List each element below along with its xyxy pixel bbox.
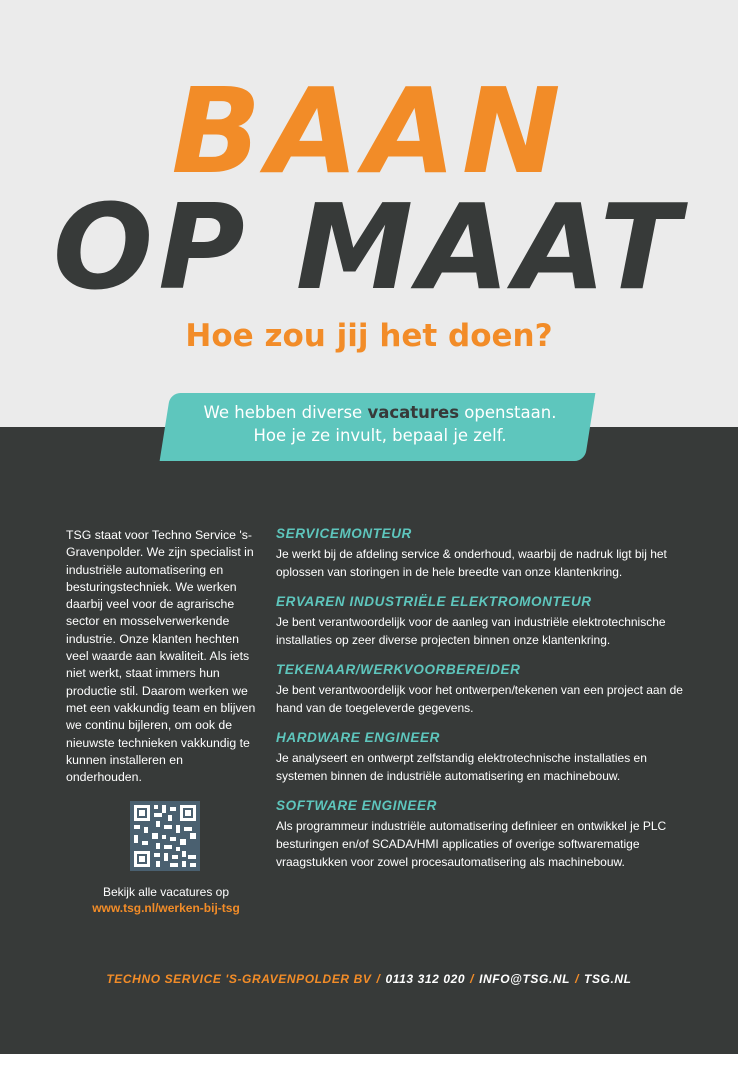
job-description: Je bent verantwoordelijk voor de aanleg van industriële elektrotechnische installaties op zeer diverse projecten binnen onze klantenkring. — [276, 615, 666, 647]
qr-code-icon — [130, 801, 200, 871]
bottom-margin — [0, 1054, 738, 1068]
tagline: Hoe zou jij het doen? — [185, 318, 553, 354]
footer-company: TECHNO SERVICE 'S-GRAVENPOLDER BV — [106, 972, 372, 986]
job-item — [276, 594, 696, 649]
banner-text-line-2: Hoe je ze invult, bepaal je zelf. — [253, 426, 507, 445]
job-item — [276, 662, 696, 717]
job-title: TEKENAAR/WERKVOORBEREIDER — [276, 662, 521, 677]
footer-contact — [0, 972, 738, 986]
headline-line-1: BAAN — [171, 62, 567, 200]
footer-website[interactable]: TSG.NL — [584, 972, 632, 986]
footer-phone[interactable]: 0113 312 020 — [385, 972, 466, 986]
job-title: HARDWARE ENGINEER — [276, 730, 440, 745]
job-title: SERVICEMONTEUR — [276, 526, 412, 541]
footer-separator: / — [376, 972, 381, 986]
job-item — [276, 798, 696, 871]
banner-text-bold: vacatures — [367, 403, 460, 422]
job-title: ERVAREN INDUSTRIËLE ELEKTROMONTEUR — [276, 594, 592, 609]
job-title: SOFTWARE ENGINEER — [276, 798, 437, 813]
job-list — [276, 526, 696, 884]
footer-separator: / — [470, 972, 475, 986]
job-item — [276, 730, 696, 785]
job-description: Je werkt bij de afdeling service & onderhoud, waarbij de nadruk ligt bij het oplossen van storingen in de hele breedte van onze klantenkring. — [276, 547, 667, 579]
qr-code[interactable] — [130, 801, 200, 871]
qr-caption: Bekijk alle vacatures op — [102, 885, 230, 899]
job-description: Als programmeur industriële automatisering definieer en ontwikkel je PLC besturingen en/of SCADA/HMI applicaties of overige softwarematige vraagstukken voor zowel procesautomatisering als machinebouw. — [276, 819, 667, 869]
banner-text-after: openstaan. — [459, 403, 557, 422]
banner-text-before: We hebben diverse — [203, 403, 368, 422]
footer-separator: / — [575, 972, 580, 986]
headline-line-2: OP MAAT — [52, 178, 686, 316]
banner-text — [160, 401, 600, 447]
job-description: Je bent verantwoordelijk voor het ontwerpen/tekenen van een project aan de hand van de toegeleverde gegevens. — [276, 683, 683, 715]
footer-email[interactable]: INFO@TSG.NL — [479, 972, 571, 986]
job-description: Je analyseert en ontwerpt zelfstandig elektrotechnische installaties en systemen binnen de industriële automatisering en machinebouw. — [276, 751, 647, 783]
vacancies-link[interactable]: www.tsg.nl/werken-bij-tsg — [92, 901, 240, 915]
intro-text: TSG staat voor Techno Service 's-Gravenpolder. We zijn specialist in industriële automatisering en besturingstechniek. We werken daarbij veel voor de agrarische sector en mosselverwerkende industrie. Onze klanten hechten veel waarde aan kwaliteit. Als iets niet werkt, staat immers hun productie stil. Daarom werken we met een vakkundig team en blijven we continu bijleren, om ook de nieuwste technieken vakkundig te kunnen installeren en onderhouden. — [66, 528, 256, 785]
job-item — [276, 526, 696, 581]
